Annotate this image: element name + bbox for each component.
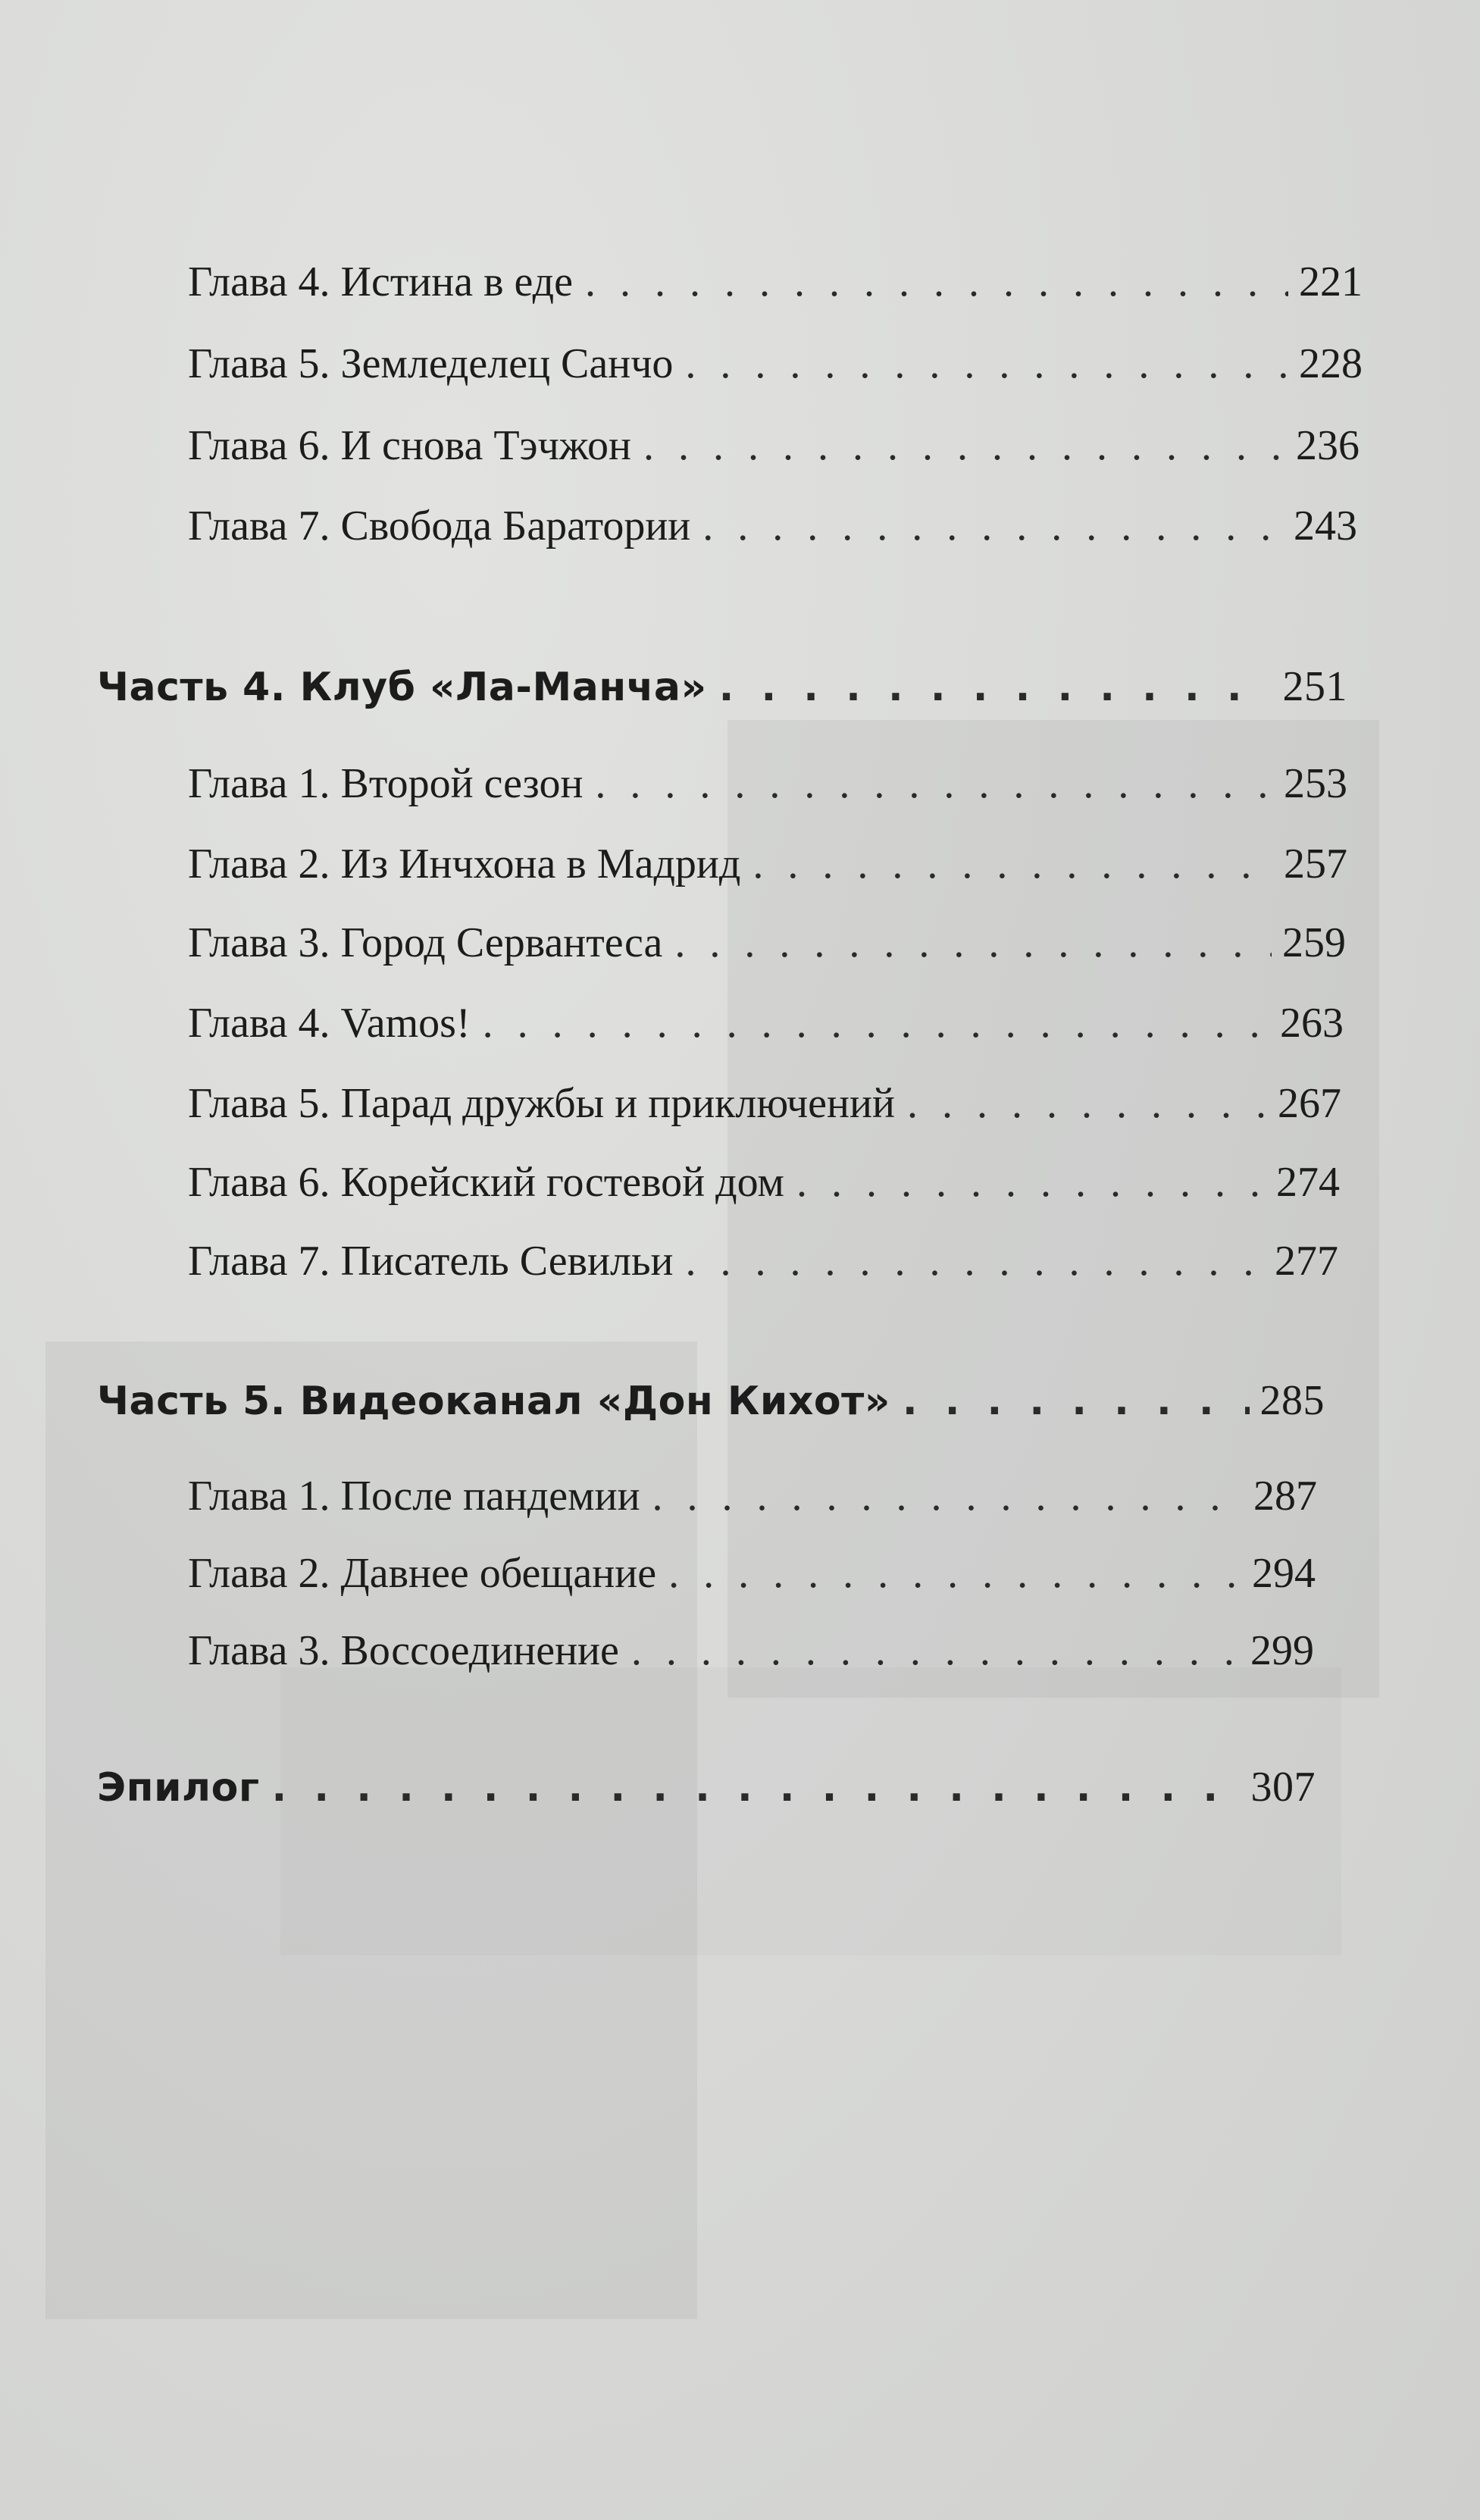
entry-title: Глава 3. Воссоединение <box>188 1627 619 1674</box>
entry-page-number: 267 <box>1278 1080 1341 1127</box>
dot-leader <box>903 1379 1250 1424</box>
dot-leader <box>702 502 1283 550</box>
dot-leader <box>668 1549 1241 1598</box>
entry-title: Глава 5. Земледелец Санчо <box>188 340 674 387</box>
toc-entry-epilogue[interactable] <box>97 1763 1316 1811</box>
entry-title: Глава 5. Парад дружбы и приключений <box>188 1080 895 1127</box>
entry-page-number: 243 <box>1294 502 1357 549</box>
entry-title: Глава 7. Писатель Севильи <box>188 1238 674 1285</box>
part-title: Часть 4. Клуб «Ла-Манча» <box>97 665 707 710</box>
toc-entry-chapter[interactable] <box>188 1626 1314 1675</box>
part-title: Часть 5. Видеоканал «Дон Кихот» <box>97 1379 890 1424</box>
dot-leader <box>652 1472 1243 1520</box>
entry-title: Глава 1. После пандемии <box>188 1473 640 1520</box>
entry-title: Глава 2. Давнее обещание <box>188 1550 657 1597</box>
entry-page-number: 294 <box>1252 1550 1316 1597</box>
toc-entry-chapter[interactable] <box>188 1472 1317 1520</box>
entry-page-number: 263 <box>1280 1000 1344 1047</box>
dot-leader <box>595 759 1273 808</box>
entry-page-number: 228 <box>1299 340 1363 387</box>
entry-title: Глава 2. Из Инчхона в Мадрид <box>188 841 741 887</box>
toc-entry-chapter[interactable] <box>188 421 1360 470</box>
toc-entry-chapter[interactable] <box>188 840 1347 888</box>
dot-leader <box>585 258 1288 306</box>
dot-leader <box>907 1079 1267 1128</box>
dot-leader <box>753 840 1273 888</box>
entry-page-number: 287 <box>1253 1473 1317 1520</box>
entry-title: Глава 7. Свобода Баратории <box>188 502 691 549</box>
entry-title: Глава 6. И снова Тэчжон <box>188 422 632 469</box>
toc-entry-part[interactable] <box>97 662 1347 711</box>
entry-title: Глава 1. Второй сезон <box>188 760 584 807</box>
entry-title: Глава 6. Корейский гостевой дом <box>188 1159 784 1206</box>
toc-entry-chapter[interactable] <box>188 1079 1341 1128</box>
toc-entry-chapter[interactable] <box>188 340 1363 388</box>
dot-leader <box>796 1158 1266 1207</box>
dot-leader <box>483 999 1269 1047</box>
entry-page-number: 274 <box>1276 1159 1340 1206</box>
entry-page-number: 251 <box>1282 663 1347 710</box>
dot-leader <box>631 1626 1240 1675</box>
dot-leader <box>674 919 1272 967</box>
dot-leader <box>685 340 1288 388</box>
dot-leader <box>719 665 1272 710</box>
toc-entry-chapter[interactable] <box>188 759 1347 808</box>
epilogue-title: Эпилог <box>97 1765 260 1811</box>
toc-entry-chapter[interactable] <box>188 999 1344 1047</box>
dot-leader <box>643 421 1285 470</box>
entry-page-number: 307 <box>1250 1764 1316 1811</box>
toc-entry-chapter[interactable] <box>188 1549 1316 1598</box>
toc-entry-chapter[interactable] <box>188 1158 1340 1207</box>
entry-page-number: 221 <box>1299 258 1363 305</box>
entry-page-number: 277 <box>1275 1238 1338 1285</box>
entry-page-number: 253 <box>1284 760 1347 807</box>
toc-entry-chapter[interactable] <box>188 258 1363 306</box>
entry-title: Глава 4. Истина в еде <box>188 258 573 305</box>
toc-entry-chapter[interactable] <box>188 1237 1338 1285</box>
toc-entry-part[interactable] <box>97 1376 1325 1425</box>
entry-page-number: 257 <box>1284 841 1347 887</box>
entry-title: Глава 4. Vamos! <box>188 1000 471 1047</box>
entry-page-number: 236 <box>1296 422 1360 469</box>
entry-page-number: 285 <box>1259 1377 1325 1424</box>
dot-leader <box>272 1765 1241 1811</box>
entry-page-number: 259 <box>1282 919 1346 966</box>
toc-entry-chapter[interactable] <box>188 502 1357 550</box>
entry-page-number: 299 <box>1250 1627 1314 1674</box>
toc-entry-chapter[interactable] <box>188 919 1346 967</box>
dot-leader <box>685 1237 1264 1285</box>
entry-title: Глава 3. Город Сервантеса <box>188 919 663 966</box>
